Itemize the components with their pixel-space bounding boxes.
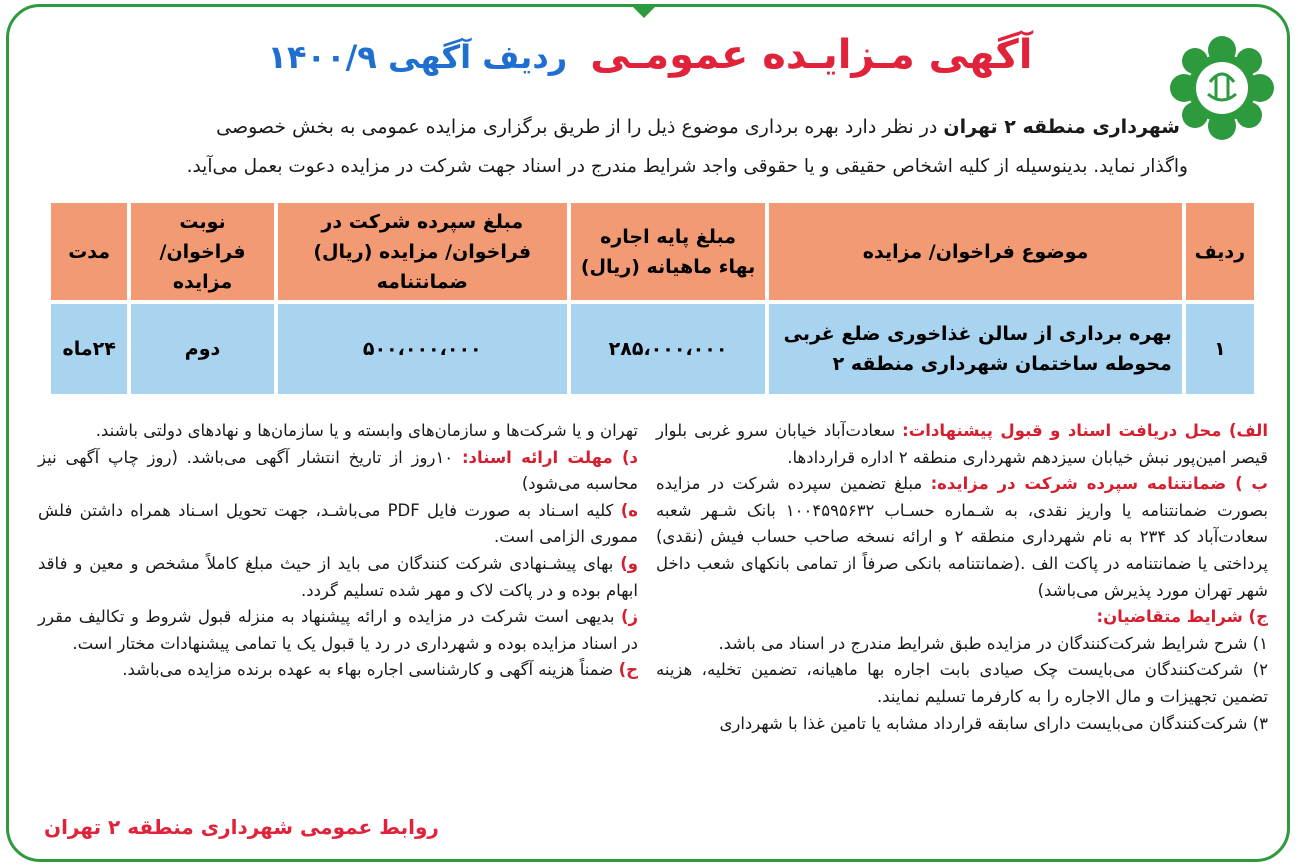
cell-subject: بهره برداری از سالن غذاخوری ضلع غربی محوطه ساختمان شهرداری منطقه ۲ [769,304,1181,394]
right-column [656,418,1268,737]
clause-b [656,471,1268,604]
clause-e [38,498,638,551]
clause-c-item-2: ۲) شرکت‌کنندگان می‌بایست چک صیادی بابت اجاره بها ماهیانه، تضمین تخلیه، هزینه تضمین تجهیزات و مال الاجاره را به کارفرما تسلیم نمایند. [656,660,1268,706]
clause-b-label: ب ) ضمانتنامه سپرده شرکت در مزایده: [930,474,1269,494]
clause-c-item-3: ۳) شرکت‌کنندگان می‌بایست دارای سابقه قرارداد مشابه یا تامین غذا با شهرداری [719,713,1268,733]
frame-notch [630,4,658,18]
clause-d [38,445,638,498]
cell-base-rent: ۲۸۵،۰۰۰،۰۰۰ [571,304,766,394]
clause-g [38,604,638,657]
tehran-municipality-emblem-icon [1166,32,1278,144]
clause-f [38,551,638,604]
clause-a-text: سعادت‌آباد خیابان سرو غربی بلوار قیصر امین‌پور نبش خیابان سیزدهم شهرداری منطقه ۲ اداره قراردادها. [656,421,1268,467]
title-row [260,32,1040,102]
clause-d-text: ۱۰روز از تاریخ انتشار آگهی می‌باشد. (روز چاپ آگهی نیز محاسبه می‌شود) [38,447,638,494]
clause-h-label: ح) [618,660,638,680]
intro-text-1: در نظر دارد بهره برداری موضوع ذیل را از طریق برگزاری مزایده عمومی به بخش خصوصی [216,116,944,138]
notice-number: ردیف آگهی ۱۴۰۰/۹ [267,38,568,76]
cell-round: دوم [131,304,273,394]
clause-c3-continued: تهران و یا شرکت‌ها و سازمان‌های وابسته و یا سازمان‌ها و نهادهای دولتی باشند. [95,421,638,440]
header-deposit: مبلغ سپرده شرکت در فراخوان/ مزایده (ریال) ضمانتنامه [278,203,567,300]
organization-name: شهرداری منطقه ۲ تهران [943,116,1180,138]
table-row [51,304,1254,394]
clause-a-label: الف) محل دریافت اسناد و قبول پیشنهادات: [902,421,1268,440]
cell-duration: ۲۴ماه [51,304,127,394]
clause-h-text: ضمناً هزینه آگهی و کارشناسی اجاره بهاء به عهده برنده مزایده می‌باشد. [122,660,619,680]
table-header-row [51,203,1254,300]
public-relations-signature: روابط عمومی شهرداری منطقه ۲ تهران [44,815,439,839]
left-column [38,418,638,684]
clause-b-text: مبلغ تضمین سپرده شرکت در مزایده بصورت ضمانتنامه یا واریز نقدی، به شـماره حسـاب ۱۰۰۴۵۹۵۶۳۲ بانک شـهر شعبه سعادت‌آباد کد ۲۳۴ به نام شهرداری منطقه ۲ و ارائه نسخه صاحب حساب فیش (نقدی) پرداختی یا ضمانتنامه در پاکت الف .(ضمانتنامه بانکی صرفاً از تمامی بانکهای شعب داخل شهر تهران مورد پذیرش می‌باشد) [656,474,1268,600]
header-duration: مدت [51,203,127,300]
clause-a [656,418,1268,471]
clause-c-item-1: ۱) شرح شرایط شرکت‌کنندگان در مزایده طبق شرایط مندرج در اسناد می باشد. [718,633,1268,653]
clause-g-text: بدیهی است شرکت در مزایده و ارائه پیشنهاد به منزله قبول شروط و تکالیف مقرر در اسناد مزایده بوده و شهرداری در رد یا قبول یک یا تمامی پیشنهادات مختار است. [38,607,638,653]
intro-line-1 [80,110,1180,144]
header-subject: موضوع فراخوان/ مزایده [769,203,1181,300]
cell-row-number: ۱ [1186,304,1254,394]
clause-f-text: بهای پیشـنهادی شرکت کنندگان می باید از حیث مبلغ کاملاً مشخص و معین و فاقد ابهام بوده و در پاکت لاک و مهر شده تسلیم گردد. [38,553,638,600]
cell-deposit: ۵۰۰،۰۰۰،۰۰۰ [278,304,567,394]
clause-d-label: د) مهلت ارائه اسناد: [461,447,638,467]
clause-h [38,657,638,684]
clause-f-label: و) [620,553,638,573]
header-row-number: ردیف [1186,203,1254,300]
auction-table [47,199,1258,398]
clause-e-text: کلیه اسـناد به صورت فایل PDF می‌باشـد، جهت تحویل اسـناد همراه داشتن فلش مموری الزامی است. [38,500,638,547]
intro-line-2: واگذار نماید. بدینوسیله از کلیه اشخاص حقیقی و یا حقوقی واجد شرایط مندرج در اسناد جهت شرکت در مزایده دعوت بعمل می‌آید. [186,156,1188,177]
clause-e-label: ه) [620,500,638,520]
clause-g-label: ز) [620,607,638,627]
header-base-rent: مبلغ پایه اجاره بهاء ماهیانه (ریال) [571,203,766,300]
clause-c-label: ج) شرایط متقاضیان: [1096,607,1268,627]
notice-title: آگهی مـزایـده عمومـی [590,32,1033,78]
header-round: نوبت فراخوان/ مزایده [131,203,273,300]
